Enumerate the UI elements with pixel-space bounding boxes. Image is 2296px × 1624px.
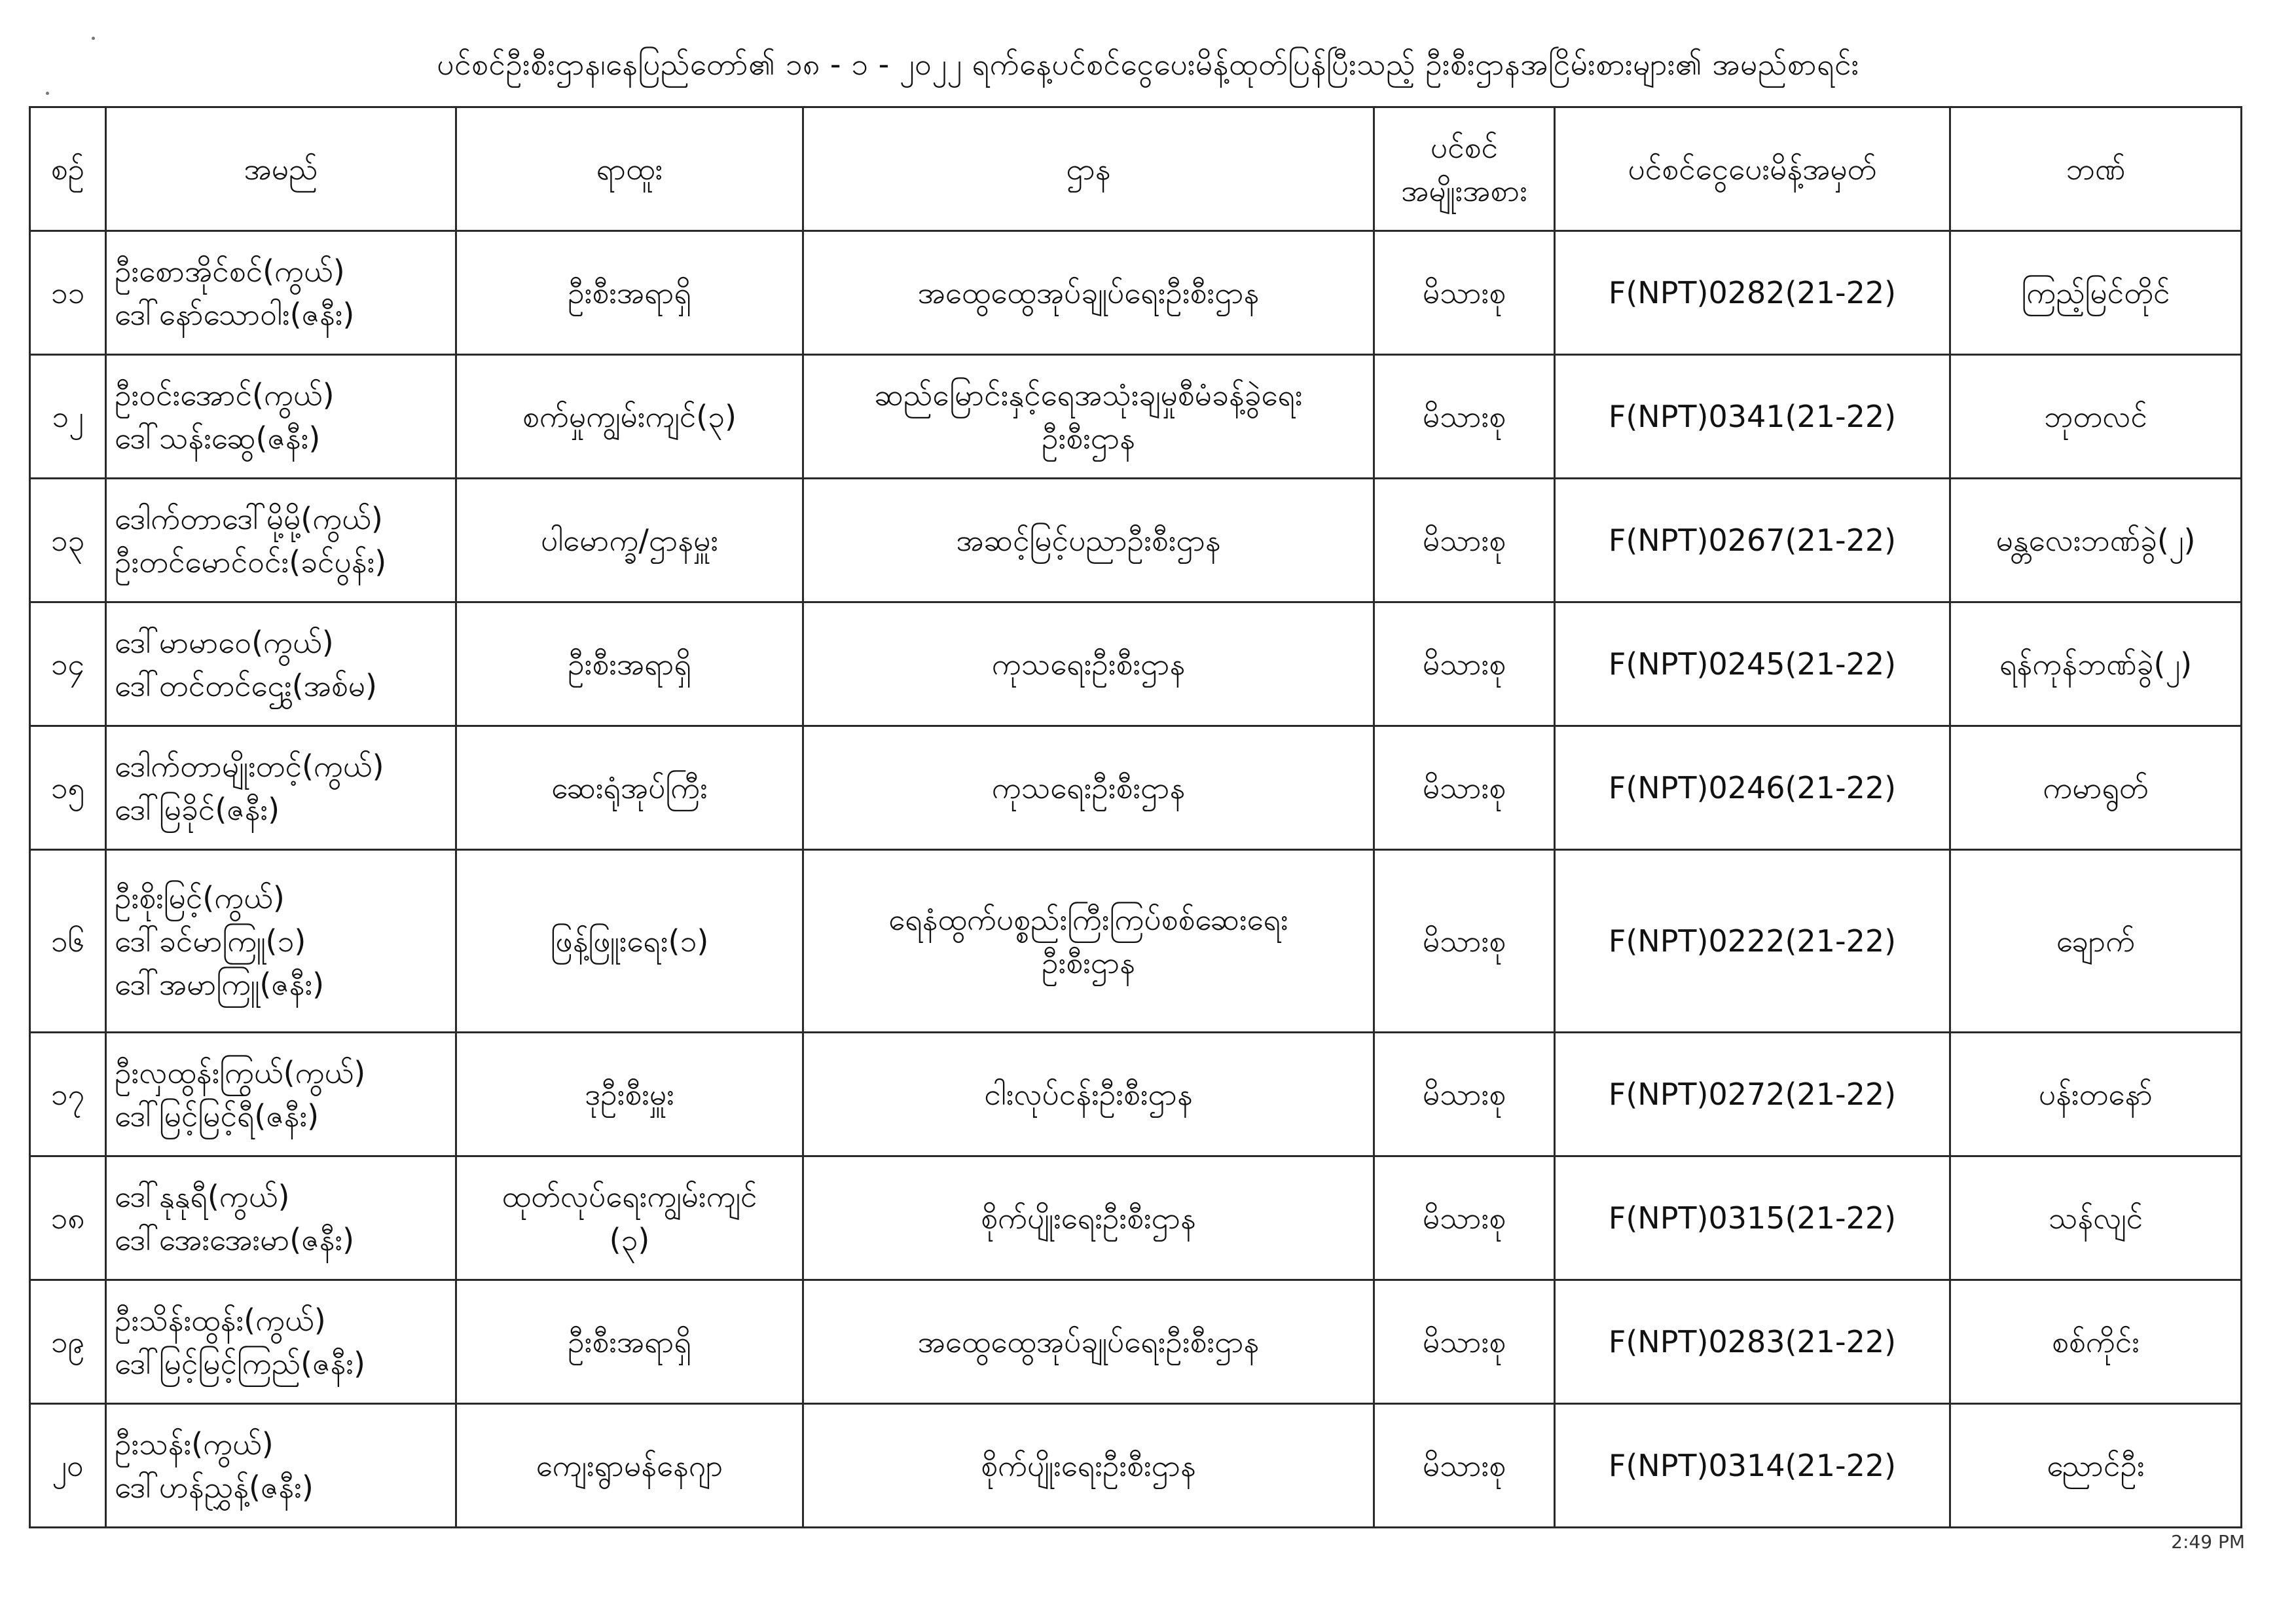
name-line: ဦးတင်မောင်ဝင်း(ခင်ပွန်း) (115, 544, 387, 580)
rank-line: ထုတ်လုပ်ရေးကျွမ်းကျင် (501, 1179, 757, 1214)
cell-rank (456, 479, 803, 602)
cell-order-no: F(NPT)0222(21-22) (1555, 850, 1950, 1033)
name-line: ဒေါ်မြင့်မြင့်ကြည်(ဇနီး) (115, 1346, 365, 1381)
cell-pension-type: မိသားစု (1374, 355, 1555, 479)
table-row (30, 1156, 2242, 1280)
cell-rank (456, 1033, 803, 1156)
cell-order-no: F(NPT)0315(21-22) (1555, 1156, 1950, 1280)
scan-speck (92, 37, 95, 40)
table-row (30, 602, 2242, 726)
cell-pension-type: မိသားစု (1374, 479, 1555, 602)
name-line: ဒေါ်မြခိုင်(ဇနီး) (115, 792, 280, 827)
rank-line: ကျေးရွာမန်နေဂျာ (536, 1448, 723, 1483)
name-line: ဒေါက်တာဒေါ်မို့မို့(ကွယ်) (115, 501, 383, 536)
cell-bank: မန္တလေးဘဏ်ခွဲ(၂) (1950, 479, 2242, 602)
footer-timestamp: 2:49 PM (2171, 1531, 2245, 1553)
cell-name (106, 1404, 456, 1528)
cell-dept (803, 1404, 1374, 1528)
header-order-no: ပင်စင်ငွေပေးမိန့်အမှတ် (1555, 107, 1950, 231)
cell-dept (803, 479, 1374, 602)
cell-dept (803, 602, 1374, 726)
rank-line: (၃) (609, 1222, 650, 1257)
cell-name (106, 602, 456, 726)
cell-no: ၂၀ (30, 1404, 106, 1528)
dept-line: ရေနံထွက်ပစ္စည်းကြီးကြပ်စစ်ဆေးရေး (888, 902, 1288, 937)
table-row (30, 850, 2242, 1033)
cell-no: ၁၄ (30, 602, 106, 726)
cell-bank: ကြည့်မြင်တိုင် (1950, 231, 2242, 355)
cell-pension-type: မိသားစု (1374, 602, 1555, 726)
cell-name (106, 231, 456, 355)
cell-rank (456, 850, 803, 1033)
cell-name (106, 479, 456, 602)
cell-bank: ဘုတလင် (1950, 355, 2242, 479)
page-title: ပင်စင်ဦးစီးဌာန၊နေပြည်တော်၏ ၁၈ - ၁ - ၂၀၂၂ ရက်နေ့ပင်စင်ငွေပေးမိန့်ထုတ်ပြန်ပြီးသည့် ဦးစီးဌာနအငြိမ်းစားများ၏ အမည်စာရင်း (437, 46, 1859, 82)
cell-rank (456, 726, 803, 850)
cell-dept (803, 850, 1374, 1033)
name-line: ဦးလှထွန်းကြွယ်(ကွယ်) (115, 1055, 366, 1090)
cell-no: ၁၉ (30, 1280, 106, 1404)
cell-order-no: F(NPT)0245(21-22) (1555, 602, 1950, 726)
cell-order-no: F(NPT)0246(21-22) (1555, 726, 1950, 850)
dept-line: စိုက်ပျိုးရေးဦးစီးဌာန (981, 1200, 1196, 1236)
cell-bank: ရန်ကုန်ဘဏ်ခွဲ(၂) (1950, 602, 2242, 726)
table-row (30, 231, 2242, 355)
cell-no: ၁၃ (30, 479, 106, 602)
cell-name (106, 1033, 456, 1156)
table-row (30, 726, 2242, 850)
cell-no: ၁၆ (30, 850, 106, 1033)
dept-line: ဦးစီးဌာန (1042, 420, 1135, 456)
cell-order-no: F(NPT)0314(21-22) (1555, 1404, 1950, 1528)
cell-bank: ချောက် (1950, 850, 2242, 1033)
cell-rank (456, 1156, 803, 1280)
dept-line: ကုသရေးဦးစီးဌာန (991, 770, 1186, 805)
cell-no: ၁၅ (30, 726, 106, 850)
cell-bank: ညောင်ဦး (1950, 1404, 2242, 1528)
cell-pension-type: မိသားစု (1374, 726, 1555, 850)
dept-line: ဦးစီးဌာန (1042, 945, 1135, 980)
table-row (30, 479, 2242, 602)
cell-no: ၁၇ (30, 1033, 106, 1156)
table-row (30, 1033, 2242, 1156)
cell-rank (456, 355, 803, 479)
dept-line: ကုသရေးဦးစီးဌာန (991, 646, 1186, 682)
cell-no: ၁၁ (30, 231, 106, 355)
cell-rank (456, 602, 803, 726)
cell-bank: ပန်းတနော် (1950, 1033, 2242, 1156)
cell-dept (803, 726, 1374, 850)
name-line: ဦးစိုးမြင့်(ကွယ်) (115, 880, 285, 915)
table-row (30, 355, 2242, 479)
name-line: ဒေါ်မြင့်မြင့်ရီ(ဇနီး) (115, 1098, 319, 1134)
cell-pension-type: မိသားစု (1374, 231, 1555, 355)
rank-line: ဦးစီးအရာရှိ (568, 1324, 691, 1359)
cell-order-no: F(NPT)0267(21-22) (1555, 479, 1950, 602)
table-row (30, 1404, 2242, 1528)
cell-name (106, 355, 456, 479)
cell-name (106, 1156, 456, 1280)
cell-order-no: F(NPT)0282(21-22) (1555, 231, 1950, 355)
dept-line: ငါးလုပ်ငန်းဦးစီးဌာန (984, 1077, 1193, 1112)
name-line: ဒေါ်သန်းဆွေ(ဇနီး) (115, 420, 321, 456)
rank-line: ဦးစီးအရာရှိ (568, 646, 691, 682)
cell-pension-type: မိသားစု (1374, 1033, 1555, 1156)
cell-dept (803, 1280, 1374, 1404)
name-line: ဒေါက်တာမျိုးတင့်(ကွယ်) (115, 748, 384, 784)
pension-table (29, 106, 2242, 1528)
cell-pension-type: မိသားစု (1374, 850, 1555, 1033)
cell-dept (803, 355, 1374, 479)
cell-dept (803, 231, 1374, 355)
rank-line: ဖြန့်ဖြူးရေး(၁) (550, 923, 709, 959)
cell-order-no: F(NPT)0283(21-22) (1555, 1280, 1950, 1404)
cell-rank (456, 1280, 803, 1404)
rank-line: ဒုဦးစီးမှူး (585, 1077, 674, 1112)
header-pension-type (1374, 107, 1555, 231)
cell-pension-type: မိသားစု (1374, 1404, 1555, 1528)
cell-dept (803, 1156, 1374, 1280)
cell-bank: ကမာရွတ် (1950, 726, 2242, 850)
cell-pension-type: မိသားစု (1374, 1280, 1555, 1404)
header-rank: ရာထူး (456, 107, 803, 231)
rank-line: ပါမောက္ခ/ဌာနမှူး (540, 523, 719, 558)
cell-order-no: F(NPT)0341(21-22) (1555, 355, 1950, 479)
name-line: ဒေါ်မာမာဝေ(ကွယ်) (115, 625, 334, 660)
name-line: ဦးဝင်းအောင်(ကွယ်) (115, 377, 335, 413)
cell-pension-type: မိသားစု (1374, 1156, 1555, 1280)
name-line: ဦးသိန်းထွန်း(ကွယ်) (115, 1302, 326, 1338)
dept-line: အထွေထွေအုပ်ချုပ်ရေးဦးစီးဌာန (917, 1324, 1260, 1359)
header-pension-type-line1: ပင်စင် (1430, 130, 1499, 165)
cell-name (106, 726, 456, 850)
name-line: ဒေါ်တင်တင်ဌွေး(အစ်မ) (115, 668, 377, 703)
header-dept: ဌာန (803, 107, 1374, 231)
cell-no: ၁၂ (30, 355, 106, 479)
cell-no: ၁၈ (30, 1156, 106, 1280)
header-name: အမည် (106, 107, 456, 231)
dept-line: အထွေထွေအုပ်ချုပ်ရေးဦးစီးဌာန (917, 275, 1260, 310)
dept-line: ဆည်မြောင်းနှင့်ရေအသုံးချမှုစီမံခန့်ခွဲရေး (874, 377, 1303, 413)
cell-bank: သန်လျင် (1950, 1156, 2242, 1280)
name-line: ဒေါ်နုနုရီ(ကွယ်) (115, 1179, 290, 1214)
header-pension-type-line2: အမျိုးအစား (1401, 173, 1527, 208)
dept-line: အဆင့်မြင့်ပညာဦးစီးဌာန (956, 523, 1221, 558)
cell-order-no: F(NPT)0272(21-22) (1555, 1033, 1950, 1156)
scan-speck (46, 92, 49, 95)
cell-rank (456, 231, 803, 355)
cell-name (106, 1280, 456, 1404)
header-row (30, 107, 2242, 231)
cell-dept (803, 1033, 1374, 1156)
cell-rank (456, 1404, 803, 1528)
rank-line: ဦးစီးအရာရှိ (568, 275, 691, 310)
name-line: ဦးစောအိုင်စင်(ကွယ်) (115, 253, 345, 289)
name-line: ဦးသန်း(ကွယ်) (115, 1426, 274, 1462)
rank-line: ဆေးရုံအုပ်ကြီး (551, 770, 708, 805)
header-no: စဉ် (30, 107, 106, 231)
name-line: ဒေါ်အမာကြူ(ဇနီး) (115, 967, 325, 1002)
rank-line: စက်မှုကျွမ်းကျင်(၃) (522, 399, 737, 434)
cell-bank: စစ်ကိုင်း (1950, 1280, 2242, 1404)
name-line: ဒေါ်ဟန်ညွှန့်(ဇနီး) (115, 1469, 314, 1505)
cell-name (106, 850, 456, 1033)
dept-line: စိုက်ပျိုးရေးဦးစီးဌာန (981, 1448, 1196, 1483)
name-line: ဒေါ်ခင်မာကြူ(၁) (115, 923, 306, 959)
name-line: ဒေါ်အေးအေးမာ(ဇနီး) (115, 1222, 355, 1257)
name-line: ဒေါ်နော်သောဝါး(ဇနီး) (115, 297, 355, 332)
header-bank: ဘဏ် (1950, 107, 2242, 231)
table-row (30, 1280, 2242, 1404)
